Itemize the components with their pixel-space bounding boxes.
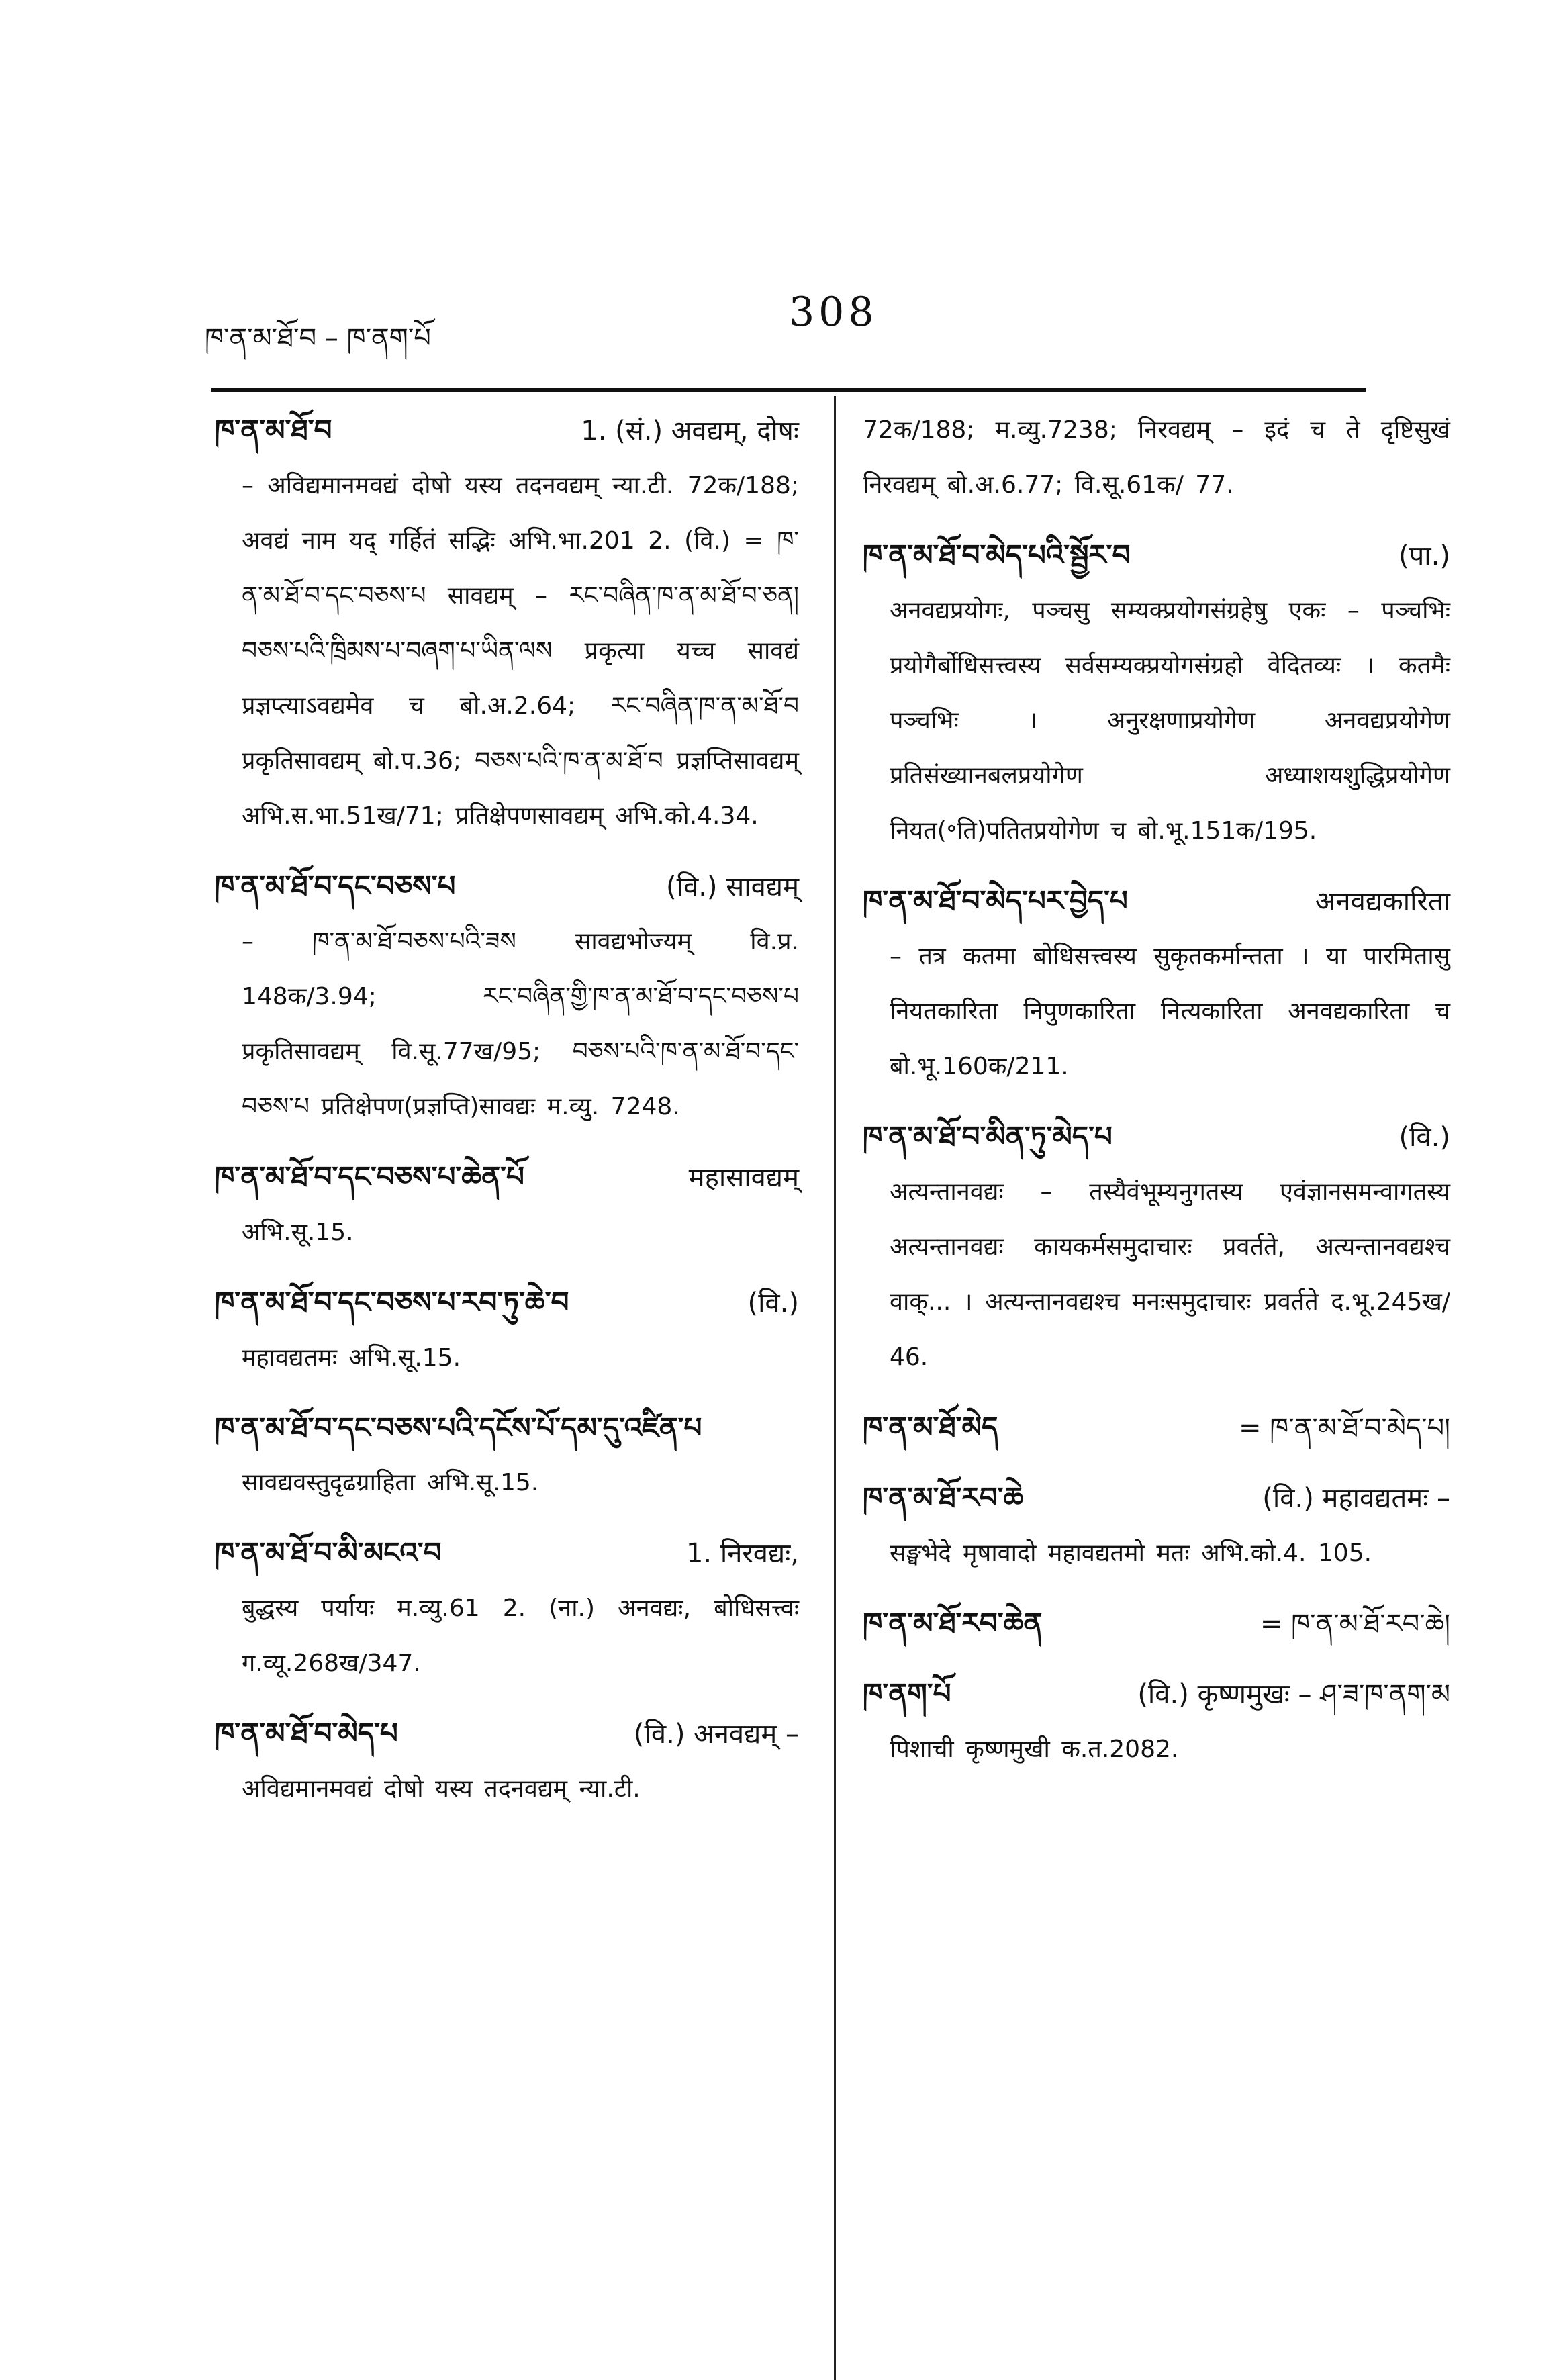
entry-gloss: अविद्यमानमवद्यं दोषो यस्य तदनवद्यम् न्या.टी. xyxy=(242,1775,641,1803)
grammar-tag: 1. (सं.) अवद्यम्, दोषः xyxy=(581,416,799,446)
headword: ཁ་ན་མ་ཐོ་བ xyxy=(215,414,332,446)
entry-gloss: पिशाची कृष्णमुखी क.त.2082. xyxy=(890,1735,1179,1763)
dictionary-entry xyxy=(863,1470,1450,1581)
entry-gloss: अनवद्यप्रयोगः, पञ्चसु सम्यक्प्रयोगसंग्रहेषु एकः – पञ्चभिः प्रयोगैर्बोधिसत्त्वस्य सर्वसम्यक्प्रयोगसंग्रहो वेदितव्यः । कतमैः पञ्चभिः । अनुरक्षणाप्रयोगेण अनवद्यप्रयोगेण प्रतिसंख्यानबलप्रयोगेण अध्याशयशुद्धिप्रयोगेण नियत(॰ति)पतितप्रयोगेण च बो.भू.151क/195. xyxy=(890,597,1450,845)
entry-gloss: महावद्यतमः अभि.सू.15. xyxy=(242,1344,461,1372)
entry-headline xyxy=(863,1109,1450,1165)
entry-headline xyxy=(215,859,799,914)
dictionary-entry-continued xyxy=(863,403,1450,513)
entry-headline xyxy=(215,403,799,459)
entry-headline xyxy=(215,1525,799,1581)
entry-headline xyxy=(215,1149,799,1205)
grammar-tag: (पा.) xyxy=(1398,540,1450,571)
dictionary-entry xyxy=(863,1400,1450,1456)
headword: ཁ་ན་མ་ཐོ་བ་དང་བཅས་པ་རབ་ཏུ་ཆེ་བ xyxy=(215,1286,569,1319)
headword: ཁ་ན་མ་ཐོ་བ་མིན་ཏུ་མེད་པ xyxy=(863,1120,1112,1153)
dictionary-entry xyxy=(863,1666,1450,1777)
dictionary-entry xyxy=(215,1525,799,1691)
entry-gloss: बुद्धस्य पर्यायः म.व्यु.61 2. (ना.) अनवद्यः, बोधिसत्त्वः ग.व्यू.268ख/347. xyxy=(242,1594,799,1677)
grammar-tag: (वि.) सावद्यम् xyxy=(665,871,799,902)
header-rule xyxy=(211,388,1366,392)
grammar-tag: अनवद्यकारिता xyxy=(1315,886,1450,917)
entry-gloss: अत्यन्तानवद्यः – तस्यैवंभूम्यनुगतस्य एवंज्ञानसमन्वागतस्य अत्यन्तानवद्यः कायकर्मसमुदाचारः प्रवर्तते, अत्यन्तानवद्यश्च वाक्... । अत्यन्तानवद्यश्च मनःसमुदाचारः प्रवर्तते द.भू.245ख/ 46. xyxy=(890,1178,1450,1371)
entry-headline xyxy=(863,1400,1450,1456)
grammar-tag: (वि.) अनवद्यम् – xyxy=(633,1719,799,1750)
headword: ཁ་ན་མ་ཐོ་བ་མེད་པ xyxy=(215,1717,398,1750)
left-column xyxy=(215,403,799,1831)
right-column xyxy=(863,403,1450,1792)
headword: ཁ་ན་མ་ཐོ་བ་མི་མངའ་བ xyxy=(215,1536,442,1569)
grammar-tag: महासावद्यम् xyxy=(688,1162,799,1193)
grammar-tag: 1. निरवद्यः, xyxy=(685,1538,799,1569)
page-number: 308 xyxy=(789,289,878,336)
entry-headline xyxy=(863,1596,1450,1652)
entry-headline xyxy=(863,873,1450,929)
headword: ཁ་ན་མ་ཐོ་མེད xyxy=(863,1411,998,1443)
entry-headline xyxy=(215,1275,799,1331)
headword: ཁ་ན་མ་ཐོ་བ་དང་བཅས་པའི་དངོས་པོ་དམ་དུ་འཛིན་པ xyxy=(215,1411,702,1444)
entry-headline xyxy=(863,1470,1450,1526)
dictionary-entry xyxy=(215,403,799,844)
entry-headline xyxy=(863,528,1450,583)
entry-gloss: – अविद्यमानमवद्यं दोषो यस्य तदनवद्यम् न्या.टी. 72क/188; अवद्यं नाम यद् गर्हितं सद्भिः अभि.भा.201 2. (वि.) = ཁ་ན་མ་ཐོ་བ་དང་བཅས་པ सावद्यम् – རང་བཞིན་ཁ་ན་མ་ཐོ་བ་ཅན། བཅས་པའི་ཁྲིམས་པ་བཞག་པ་ཡིན་ལས प्रकृत्या यच्च सावद्यं प्रज्ञप्त्याऽवद्यमेव च बो.अ.2.64; རང་བཞིན་ཁ་ན་མ་ཐོ་བ प्रकृतिसावद्यम् बो.प.36; བཅས་པའི་ཁ་ན་མ་ཐོ་བ प्रज्ञप्तिसावद्यम् अभि.स.भा.51ख/71; प्रतिक्षेपणसावद्यम् अभि.को.4.34. xyxy=(242,472,799,830)
entry-gloss: सङ्घभेदे मृषावादो महावद्यतमो मतः अभि.को.4. 105. xyxy=(890,1539,1372,1567)
grammar-tag: (वि.) कृष्णमुखः – ཤ་ཟ་ཁ་ནག་མ xyxy=(1137,1679,1450,1710)
dictionary-entry xyxy=(863,873,1450,1094)
headword: ཁ་ན་མ་ཐོ་བ་དང་བཅས་པ xyxy=(215,869,456,902)
dictionary-entry xyxy=(215,1400,799,1511)
headword: ཁ་ན་མ་ཐོ་རབ་ཆེ xyxy=(863,1481,1024,1514)
entry-headline xyxy=(215,1706,799,1762)
running-head: ཁ་ན་མ་ཐོ་བ – ཁ་ནག་པོ xyxy=(205,323,431,354)
dictionary-entry xyxy=(215,1706,799,1817)
cross-reference: = ཁ་ན་མ་ཐོ་བ་མེད་པ། xyxy=(1239,1413,1450,1443)
headword: ཁ་ན་མ་ཐོ་བ་མེད་པའི་སྦྱོར་བ xyxy=(863,538,1131,571)
entry-gloss: 72क/188; म.व्यु.7238; निरवद्यम् – इदं च ते दृष्टिसुखं निरवद्यम् बो.अ.6.77; वि.सू.61क/ 77. xyxy=(863,416,1450,499)
dictionary-entry xyxy=(215,1149,799,1260)
dictionary-entry xyxy=(863,1596,1450,1652)
headword: ཁ་ནག་པོ xyxy=(863,1677,951,1710)
entry-headline xyxy=(863,1666,1450,1722)
dictionary-entry xyxy=(215,1275,799,1386)
headword: ཁ་ན་མ་ཐོ་བ་མེད་པར་བྱེད་པ xyxy=(863,884,1128,917)
headword: ཁ་ན་མ་ཐོ་བ་དང་བཅས་པ་ཆེན་པོ xyxy=(215,1160,524,1193)
entry-gloss: सावद्यवस्तुदृढग्राहिता अभि.सू.15. xyxy=(242,1469,539,1496)
column-divider xyxy=(834,396,836,2380)
dictionary-entry xyxy=(863,1109,1450,1385)
entry-gloss: – ཁ་ན་མ་ཐོ་བཅས་པའི་ཟས सावद्यभोज्यम् वि.प्र. 148क/3.94; རང་བཞིན་གྱི་ཁ་ན་མ་ཐོ་བ་དང་བཅས་པ प्रकृतिसावद्यम् वि.सू.77ख/95; བཅས་པའི་ཁ་ན་མ་ཐོ་བ་དང་བཅས་པ प्रतिक्षेपण(प्रज्ञप्ति)सावद्यः म.व्यु. 7248. xyxy=(242,928,799,1121)
dictionary-entry xyxy=(863,528,1450,859)
headword: ཁ་ན་མ་ཐོ་རབ་ཆེན xyxy=(863,1607,1043,1639)
cross-reference: = ཁ་ན་མ་ཐོ་རབ་ཆེ། xyxy=(1260,1609,1450,1639)
dictionary-entry xyxy=(215,859,799,1135)
entry-gloss: – तत्र कतमा बोधिसत्त्वस्य सुकृतकर्मान्तता । या पारमितासु नियतकारिता निपुणकारिता नित्यकारिता अनवद्यकारिता च बो.भू.160क/211. xyxy=(890,943,1450,1080)
page-header xyxy=(205,289,1356,354)
entry-gloss: अभि.सू.15. xyxy=(242,1219,354,1246)
grammar-tag: (वि.) महावद्यतमः – xyxy=(1262,1483,1450,1514)
grammar-tag: (वि.) xyxy=(1399,1122,1450,1153)
entry-headline xyxy=(215,1400,799,1456)
grammar-tag: (वि.) xyxy=(747,1288,799,1319)
